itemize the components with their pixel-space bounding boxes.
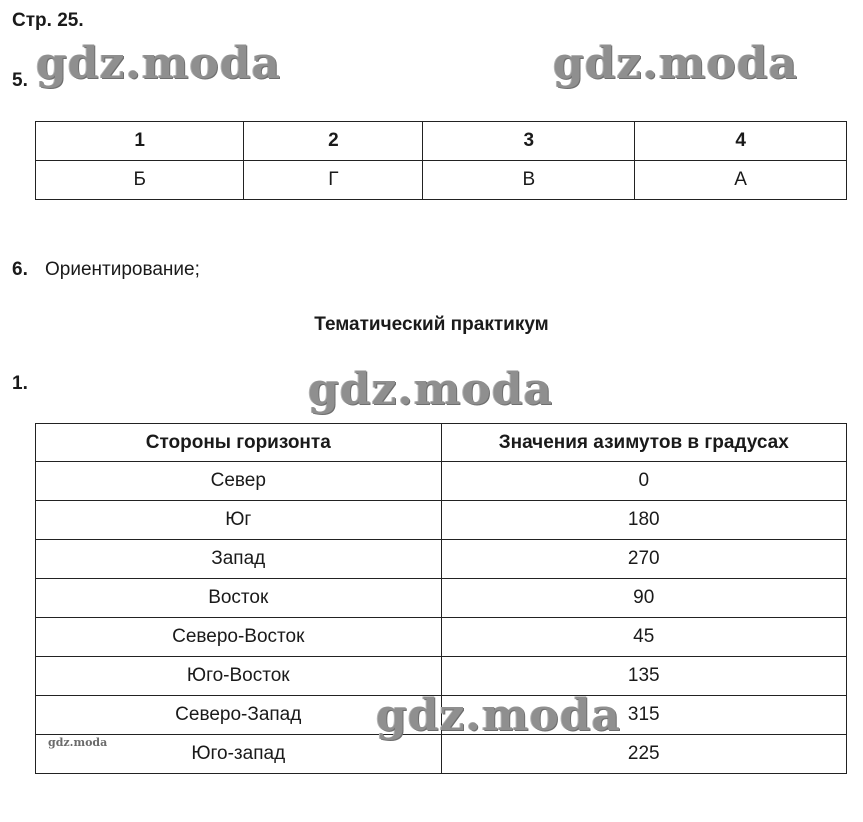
table-cell: Юг (36, 501, 442, 540)
table-cell: Юго-запад (36, 735, 442, 774)
table-cell: 225 (441, 735, 847, 774)
table-cell: Восток (36, 579, 442, 618)
table-cell: 270 (441, 540, 847, 579)
table-cell: Юго-Восток (36, 657, 442, 696)
table-cell: Запад (36, 540, 442, 579)
table-cell: В (423, 161, 635, 200)
table-header-cell: 4 (635, 122, 847, 161)
table-cell: 45 (441, 618, 847, 657)
table-header-cell: Стороны горизонта (36, 424, 442, 462)
table-row (36, 579, 847, 618)
watermark-logo: gdz.moda (376, 690, 622, 741)
table-header-row (36, 122, 847, 161)
watermark-logo: gdz.moda (48, 736, 108, 749)
table-row (36, 462, 847, 501)
task-5-answer-table (35, 121, 847, 200)
table-header-cell: Значения азимутов в градусах (441, 424, 847, 462)
table-cell: А (635, 161, 847, 200)
table-row (36, 161, 847, 200)
page-reference: Стр. 25. (12, 10, 84, 31)
watermark-logo: gdz.moda (36, 38, 282, 89)
table-cell: Северо-Запад (36, 696, 442, 735)
table-cell: Г (244, 161, 423, 200)
table-cell: 180 (441, 501, 847, 540)
table-header-cell: 1 (36, 122, 244, 161)
task-5-number: 5. (12, 70, 28, 91)
table-cell: Б (36, 161, 244, 200)
table-cell: Северо-Восток (36, 618, 442, 657)
table-cell: Север (36, 462, 442, 501)
watermark-logo: gdz.moda (308, 364, 554, 415)
table-row (36, 618, 847, 657)
table-cell: 315 (441, 696, 847, 735)
table-header-cell: 2 (244, 122, 423, 161)
table-row (36, 540, 847, 579)
table-cell: 135 (441, 657, 847, 696)
table-row (36, 501, 847, 540)
section-title: Тематический практикум (314, 314, 549, 335)
table-cell: 90 (441, 579, 847, 618)
task-6-answer: Ориентирование; (45, 259, 200, 280)
watermark-logo: gdz.moda (553, 38, 799, 89)
task-6-number: 6. (12, 259, 28, 280)
table-header-cell: 3 (423, 122, 635, 161)
table-cell: 0 (441, 462, 847, 501)
table-header-row (36, 424, 847, 462)
task-1-number: 1. (12, 373, 28, 394)
